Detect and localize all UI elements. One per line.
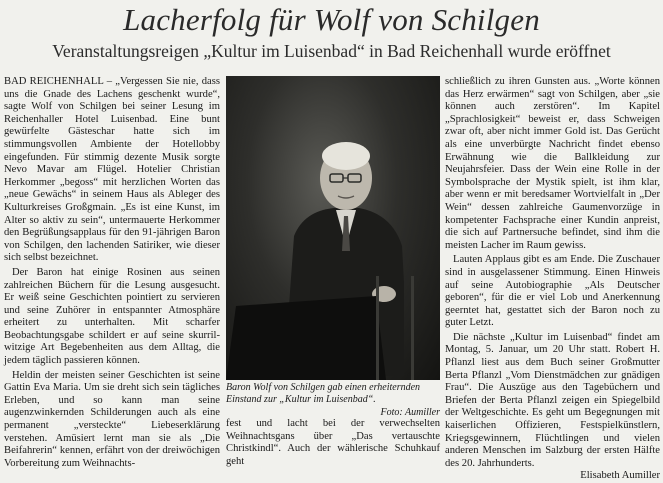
paragraph: fest und lacht bei der verwechselten Weihnachtsgans über „Das vertauschte Christkindl“. Auch der wählerische Schuhkauf geht: [226, 418, 440, 467]
paragraph: schließlich zu ihren Gunsten aus. „Worte können das Herz erwärmen“ sagt von Schilgen, aber „sie können auch zerstören“. Im Kapitel „Sprachlosigkeit“ beweist er, dass Schweigen zwar oft, aber nicht immer Gold ist. Das Gerücht als eine unverbürgte Nachricht findet ebenso Erwähnung wie die Ballkleidung zur Neujahrsfeier. Dass der Wein eine Rolle in der Symbolsprache der Mystik spielt, ist ihm klar, aber wenn er mit beredsamer Wortvielfalt in „Der Wein“ dessen zahlreiche Gaumenvorzüge in kompetenter Fachsprache einer Kundin anpreist, die sich auf Partnersuche befindet, sind ihm die meisten Lacher im Raum gewiss.: [445, 76, 660, 251]
paragraph: Heldin der meisten seiner Geschichten ist seine Gattin Eva Maria. Um sie dreht sich sein tägliches Erleben, und so kann man seine augenzwinkernden Schilderungen auch als eine permanent „versteckte“ Liebeserklärung verstehen. Amüsiert lernt man sie als „Die Beifahrerin“ kennen, erfährt von der dreiwöchigen Vorbereitung zum Weihnachts-: [4, 369, 220, 469]
photo-credit: Foto: Aumiller: [380, 406, 440, 418]
article-column-1: [4, 76, 220, 470]
author-byline: Elisabeth Aumiller: [580, 470, 660, 482]
lectern-shape: [226, 276, 440, 380]
paragraph: Die nächste „Kultur im Luisenbad“ findet am Montag, 5. Januar, um 20 Uhr statt. Robert H. Pflanzl liest aus dem Buch seiner Großmutter Berta Pflanzl „Vom Dienstmädchen zur gnädigen Frau“. Die Auszüge aus den Tagebüchern und Briefen der Berta Pflanzl zeigen ein Spiegelbild der Weltgeschichte. Es geht um Begegnungen mit kaiserlichen Offizieren, Festspielkünstlern, Kriegsgewinnern, Flüchtlingen und vielen anderen Menschen im Salzburg der ersten Hälfte des 20. Jahrhunderts.: [445, 331, 660, 469]
paragraph: Lauten Applaus gibt es am Ende. Die Zuschauer sind in ausgelassener Stimmung. Einen Hinweis auf seine Autobiographie „Als Deutscher geboren“, für die er viel Lob und Anerkennung geerntet hat, gestattet sich der Baron noch zu guter Letzt.: [445, 254, 660, 329]
article-subheadline: Veranstaltungsreigen „Kultur im Luisenbad“ in Bad Reichenhall wurde eröffnet: [52, 41, 611, 61]
article-headline: Lacherfolg für Wolf von Schilgen: [123, 2, 540, 37]
paragraph: BAD REICHENHALL – „Vergessen Sie nie, dass uns die Gnade des Lachens geschenkt wurde“, sagte Wolf von Schilgen bei seiner Lesung im Reichenhaller Hotel Luisenbad. Eine bunt gewürfelte Gästeschar hatte sich im stimmungsvollen Ambiente der Hotellobby eingefunden. Für stimmig dezente Musik sorgte Nevo Mavar am Flügel. Hotelier Christian Herkommer „begoss“ mit herzlichen Worten das „neue Gewächs“ in seinem Haus als Ableger des Kulturkreises Großgmain. „Es ist eine Kunst, im Alter so aktiv zu sein“, untermauerte Herkommer den Begrüßungsapplaus für den 91-jährigen Baron von Schilgen, den lachenden Satiriker, wie dieser sich selbst bezeichnet.: [4, 76, 220, 264]
paragraph: Der Baron hat einige Rosinen aus seinen zahlreichen Büchern für die Lesung ausgesucht. Er weiß seine Geschichten pointiert zu servieren und seine Zuhörer in entspannter Atmosphäre erheitert zu unterhalten. Mit scharfer Beobachtungsgabe schildert er auf seine skurril-witzige Art Begebenheiten aus dem Alltag, die jedem täglich passieren können.: [4, 266, 220, 367]
article-column-3: [445, 76, 660, 483]
caption-text: Baron Wolf von Schilgen gab einen erheiternden Einstand zur „Kultur im Luisenbad“.: [226, 382, 421, 406]
article-photo: [226, 76, 440, 380]
article-column-2: [226, 418, 440, 468]
photo-caption: [226, 382, 440, 419]
